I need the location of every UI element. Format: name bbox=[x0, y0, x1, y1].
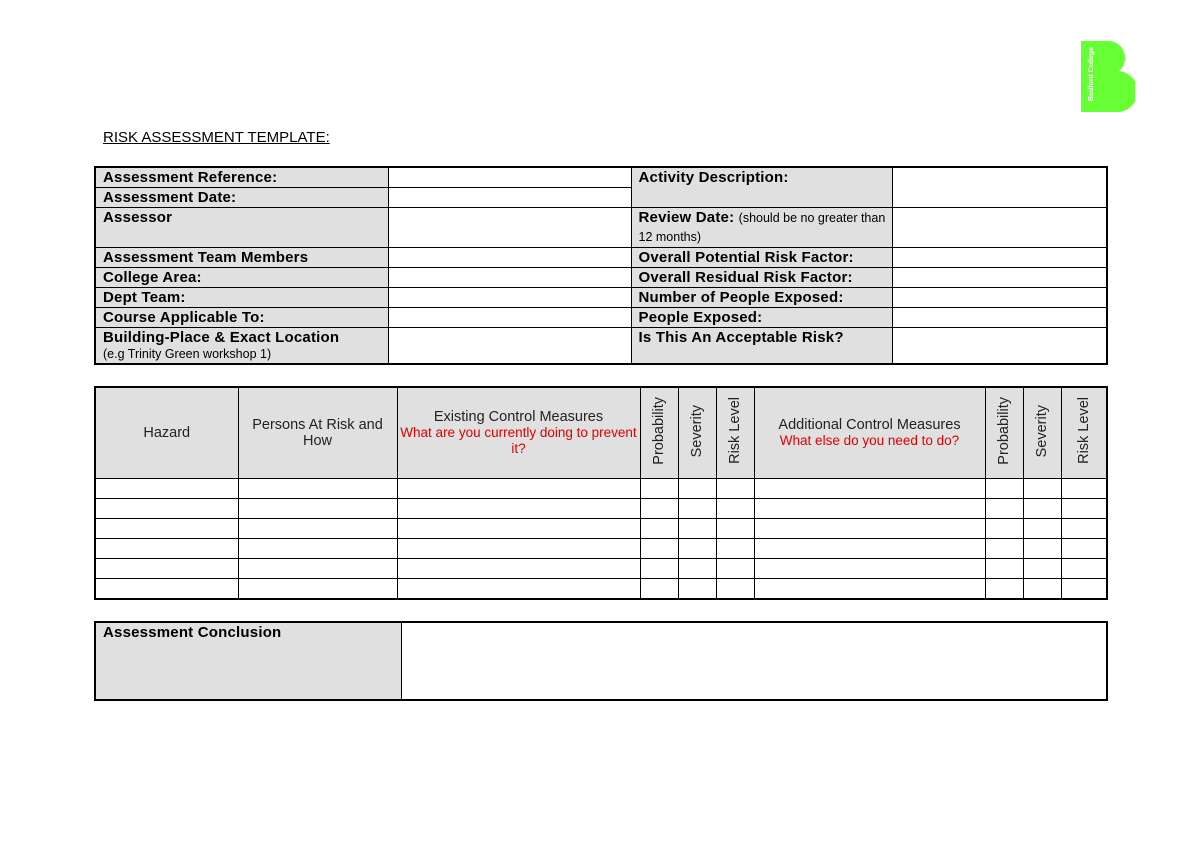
assessment-info-table bbox=[94, 166, 1108, 365]
probability-label: Probability bbox=[651, 396, 667, 465]
existing-control-label: Existing Control Measures bbox=[433, 408, 604, 425]
cell[interactable] bbox=[716, 478, 754, 498]
additional-control-header bbox=[754, 387, 985, 478]
college-area-field[interactable] bbox=[388, 268, 631, 288]
cell[interactable] bbox=[640, 478, 678, 498]
cell[interactable] bbox=[985, 578, 1023, 599]
cell[interactable] bbox=[238, 518, 397, 538]
cell[interactable] bbox=[716, 558, 754, 578]
cell[interactable] bbox=[1061, 518, 1107, 538]
cell[interactable] bbox=[985, 498, 1023, 518]
additional-control-prompt: What else do you need to do? bbox=[779, 432, 960, 448]
probability-header bbox=[640, 387, 678, 478]
cell[interactable] bbox=[640, 518, 678, 538]
table-row bbox=[95, 498, 1107, 518]
page-title: RISK ASSESSMENT TEMPLATE: bbox=[103, 129, 330, 146]
review-date-cell bbox=[631, 208, 892, 248]
severity-2-label: Severity bbox=[1034, 404, 1050, 457]
cell[interactable] bbox=[95, 558, 238, 578]
cell[interactable] bbox=[678, 578, 716, 599]
risk-level-label: Risk Level bbox=[727, 397, 743, 465]
cell[interactable] bbox=[238, 538, 397, 558]
overall-potential-label: Overall Potential Risk Factor: bbox=[631, 248, 892, 268]
probability-2-header bbox=[985, 387, 1023, 478]
cell[interactable] bbox=[640, 498, 678, 518]
cell[interactable] bbox=[238, 498, 397, 518]
risk-level-2-label: Risk Level bbox=[1075, 397, 1092, 465]
review-date-label: Review Date: bbox=[638, 209, 735, 226]
risk-level-header bbox=[716, 387, 754, 478]
cell[interactable] bbox=[238, 558, 397, 578]
cell[interactable] bbox=[678, 558, 716, 578]
cell[interactable] bbox=[1061, 538, 1107, 558]
college-area-label: College Area: bbox=[95, 268, 388, 288]
people-exposed-label: People Exposed: bbox=[631, 308, 892, 328]
dept-team-label: Dept Team: bbox=[95, 288, 388, 308]
activity-description-field[interactable] bbox=[892, 167, 1107, 208]
cell[interactable] bbox=[397, 518, 640, 538]
cell[interactable] bbox=[95, 538, 238, 558]
assessment-date-label: Assessment Date: bbox=[95, 188, 388, 208]
cell[interactable] bbox=[640, 558, 678, 578]
number-exposed-label: Number of People Exposed: bbox=[631, 288, 892, 308]
cell[interactable] bbox=[985, 478, 1023, 498]
cell[interactable] bbox=[754, 558, 985, 578]
number-exposed-field[interactable] bbox=[892, 288, 1107, 308]
cell[interactable] bbox=[754, 578, 985, 599]
dept-team-field[interactable] bbox=[388, 288, 631, 308]
acceptable-risk-field[interactable] bbox=[892, 328, 1107, 364]
cell[interactable] bbox=[716, 498, 754, 518]
assessor-field[interactable] bbox=[388, 208, 631, 248]
cell[interactable] bbox=[985, 538, 1023, 558]
cell[interactable] bbox=[1023, 578, 1061, 599]
cell[interactable] bbox=[95, 518, 238, 538]
severity-label: Severity bbox=[689, 404, 705, 457]
cell[interactable] bbox=[640, 538, 678, 558]
bedford-college-logo bbox=[1081, 41, 1135, 112]
persons-at-risk-header: Persons At Risk and How bbox=[238, 387, 397, 478]
overall-potential-field[interactable] bbox=[892, 248, 1107, 268]
building-note: (e.g Trinity Green workshop 1) bbox=[103, 347, 272, 361]
cell[interactable] bbox=[985, 558, 1023, 578]
cell[interactable] bbox=[678, 538, 716, 558]
cell[interactable] bbox=[397, 558, 640, 578]
cell[interactable] bbox=[1023, 518, 1061, 538]
overall-residual-label: Overall Residual Risk Factor: bbox=[631, 268, 892, 288]
overall-residual-field[interactable] bbox=[892, 268, 1107, 288]
hazard-header: Hazard bbox=[95, 387, 238, 478]
team-members-label: Assessment Team Members bbox=[95, 248, 388, 268]
building-label: Building-Place & Exact Location bbox=[103, 329, 340, 346]
cell[interactable] bbox=[397, 498, 640, 518]
cell[interactable] bbox=[716, 518, 754, 538]
building-field[interactable] bbox=[388, 328, 631, 364]
cell[interactable] bbox=[238, 478, 397, 498]
cell[interactable] bbox=[1023, 558, 1061, 578]
cell[interactable] bbox=[754, 518, 985, 538]
people-exposed-field[interactable] bbox=[892, 308, 1107, 328]
conclusion-field[interactable] bbox=[401, 622, 1107, 700]
cell[interactable] bbox=[754, 498, 985, 518]
cell[interactable] bbox=[95, 578, 238, 599]
table-row bbox=[95, 538, 1107, 558]
course-label: Course Applicable To: bbox=[95, 308, 388, 328]
table-row bbox=[95, 478, 1107, 498]
activity-description-label: Activity Description: bbox=[631, 167, 892, 208]
table-row bbox=[95, 518, 1107, 538]
risk-level-2-header bbox=[1061, 387, 1107, 478]
cell[interactable] bbox=[678, 498, 716, 518]
assessment-reference-field[interactable] bbox=[388, 167, 631, 188]
cell[interactable] bbox=[678, 478, 716, 498]
risk-table bbox=[94, 386, 1108, 600]
cell[interactable] bbox=[754, 538, 985, 558]
severity-2-header bbox=[1023, 387, 1061, 478]
cell[interactable] bbox=[1061, 558, 1107, 578]
table-row bbox=[95, 578, 1107, 599]
additional-control-label: Additional Control Measures bbox=[778, 416, 961, 433]
cell[interactable] bbox=[716, 578, 754, 599]
review-date-note: (should be no greater than 12 months) bbox=[638, 211, 886, 244]
cell[interactable] bbox=[754, 478, 985, 498]
svg-text:Bedford College: Bedford College bbox=[1088, 46, 1095, 101]
cell[interactable] bbox=[678, 518, 716, 538]
cell[interactable] bbox=[1023, 478, 1061, 498]
cell[interactable] bbox=[95, 478, 238, 498]
conclusion-label: Assessment Conclusion bbox=[95, 622, 401, 700]
assessment-date-field[interactable] bbox=[388, 188, 631, 208]
acceptable-risk-label: Is This An Acceptable Risk? bbox=[631, 328, 892, 364]
probability-2-label: Probability bbox=[996, 396, 1012, 465]
severity-header bbox=[678, 387, 716, 478]
cell[interactable] bbox=[716, 538, 754, 558]
course-field[interactable] bbox=[388, 308, 631, 328]
review-date-field[interactable] bbox=[892, 208, 1107, 248]
cell[interactable] bbox=[1023, 538, 1061, 558]
assessor-label: Assessor bbox=[95, 208, 388, 248]
cell[interactable] bbox=[1061, 478, 1107, 498]
table-row bbox=[95, 558, 1107, 578]
assessment-reference-label: Assessment Reference: bbox=[95, 167, 388, 188]
conclusion-table bbox=[94, 621, 1108, 701]
cell[interactable] bbox=[397, 578, 640, 599]
cell[interactable] bbox=[1061, 578, 1107, 599]
cell[interactable] bbox=[95, 498, 238, 518]
existing-control-header bbox=[397, 387, 640, 478]
cell[interactable] bbox=[1023, 498, 1061, 518]
cell[interactable] bbox=[238, 578, 397, 599]
cell[interactable] bbox=[640, 578, 678, 599]
existing-control-prompt: What are you currently doing to prevent it? bbox=[400, 424, 637, 456]
team-members-field[interactable] bbox=[388, 248, 631, 268]
cell[interactable] bbox=[1061, 498, 1107, 518]
cell[interactable] bbox=[397, 478, 640, 498]
building-cell bbox=[95, 328, 388, 364]
cell[interactable] bbox=[985, 518, 1023, 538]
cell[interactable] bbox=[397, 538, 640, 558]
